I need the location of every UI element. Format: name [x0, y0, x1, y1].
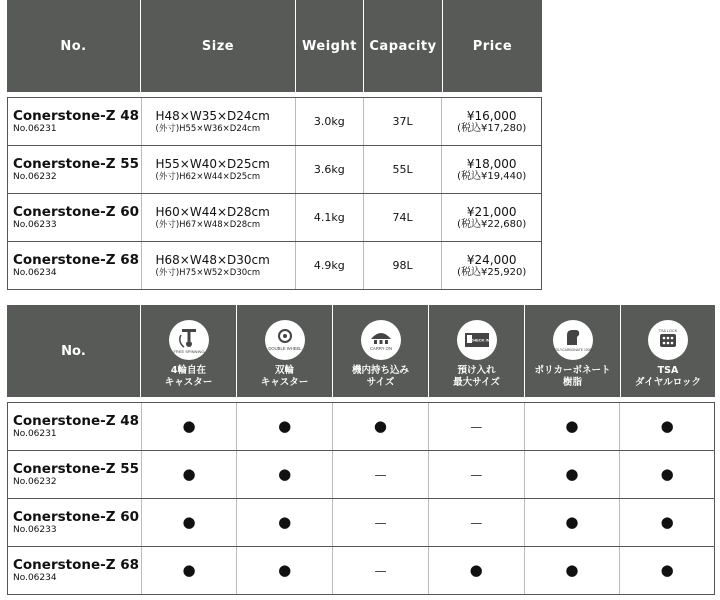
feature-mark: ●: [278, 465, 292, 483]
model-name: Conerstone-Z 55: [13, 156, 140, 172]
capacity-value: 74L: [392, 211, 413, 224]
model-number: No.06231: [13, 124, 57, 134]
header-no: No.: [7, 305, 141, 397]
feature-label-line1: 4輪自在: [170, 365, 207, 376]
check-in-icon: [457, 320, 497, 360]
capacity-value: 37L: [392, 115, 413, 128]
outer-size: (外寸)H55×W36×D24cm: [155, 123, 261, 134]
feature-label: [453, 365, 500, 389]
feature-mark: ●: [278, 561, 292, 579]
model-number: No.06231: [13, 429, 57, 439]
feature-label: [261, 365, 309, 389]
capacity-cell: [364, 194, 443, 241]
free-spinning-icon: [169, 320, 209, 360]
feature-mark: ●: [182, 465, 196, 483]
model-number: No.06233: [13, 220, 57, 230]
feature-mark-cell: [525, 403, 621, 450]
feature-mark: —: [374, 467, 387, 482]
table-row: [8, 499, 714, 547]
feature-mark: —: [470, 515, 483, 530]
capacity-value: 98L: [392, 259, 413, 272]
feature-mark-cell: [620, 547, 714, 594]
feature-mark-cell: [525, 451, 621, 498]
inner-size: H60×W44×D28cm: [155, 204, 270, 219]
model-cell: [8, 242, 142, 289]
feature-label: [635, 365, 701, 389]
feature-mark: —: [374, 563, 387, 578]
model-number: No.06234: [13, 573, 57, 583]
feature-mark-cell: [237, 547, 333, 594]
feature-header-carry-on: [333, 305, 429, 397]
feature-label-line2: キャスター: [260, 377, 309, 388]
free-spinning-icon-text: FREE SPINNING: [172, 349, 205, 354]
tsa-lock-icon: [648, 320, 688, 360]
feature-header-polycarbonate: [525, 305, 621, 397]
table-row: [8, 146, 541, 194]
feature-mark: ●: [182, 513, 196, 531]
feature-label-line2: ダイヤルロック: [634, 377, 702, 388]
feature-mark: ●: [469, 561, 483, 579]
size-cell: [142, 242, 296, 289]
spec-table: [7, 0, 542, 290]
feature-header-free-spinning: [141, 305, 237, 397]
model-number: No.06234: [13, 268, 57, 278]
feature-label-line2: 最大サイズ: [453, 377, 500, 388]
feature-mark-cell: [142, 547, 238, 594]
model-cell: [8, 403, 142, 450]
price-tax: (税込¥17,280): [457, 122, 527, 134]
feature-mark: ●: [660, 465, 674, 483]
table-row: [8, 242, 541, 290]
feature-label-line1: ポリカーボネート: [534, 365, 611, 376]
feature-mark-cell: [237, 499, 333, 546]
table-row: [8, 547, 714, 595]
feature-mark: —: [374, 515, 387, 530]
feature-header-tsa-lock: [621, 305, 715, 397]
price-value: ¥18,000: [466, 156, 517, 171]
feature-mark-cell: [333, 403, 429, 450]
weight-cell: [296, 146, 364, 193]
weight-value: 3.6kg: [313, 163, 345, 176]
capacity-cell: [364, 146, 443, 193]
feature-mark-cell: [620, 451, 714, 498]
feature-label-line1: 双輪: [274, 365, 294, 376]
feature-label: [535, 365, 611, 389]
header-no: No.: [7, 0, 141, 92]
model-cell: [8, 499, 142, 546]
price-cell: [442, 194, 541, 241]
tsa-lock-icon-text: TSA LOCK: [658, 329, 678, 333]
model-name: Conerstone-Z 68: [13, 557, 140, 573]
weight-value: 3.0kg: [313, 115, 345, 128]
inner-size: H48×W35×D24cm: [155, 108, 270, 123]
header-size: Size: [141, 0, 296, 92]
feature-mark: —: [470, 467, 483, 482]
feature-mark-cell: [429, 547, 525, 594]
weight-cell: [296, 194, 364, 241]
weight-value: 4.9kg: [313, 259, 345, 272]
feature-mark: ●: [373, 417, 387, 435]
model-name: Conerstone-Z 68: [13, 252, 140, 268]
spec-table-body: [7, 97, 542, 290]
feature-mark-cell: [142, 499, 238, 546]
weight-cell: [296, 242, 364, 289]
table-row: [8, 98, 541, 146]
check-in-icon-text: CHECK IN: [469, 337, 490, 343]
size-cell: [142, 194, 296, 241]
feature-header-check-in: [429, 305, 525, 397]
feature-mark: ●: [565, 417, 579, 435]
feature-mark: ●: [565, 561, 579, 579]
model-cell: [8, 98, 142, 145]
feature-mark-cell: [525, 547, 621, 594]
feature-mark-cell: [333, 451, 429, 498]
feature-mark-cell: [333, 499, 429, 546]
feature-mark: —: [470, 419, 483, 434]
price-tax: (税込¥19,440): [457, 170, 527, 182]
feature-mark-cell: [333, 547, 429, 594]
feature-table-header: [7, 305, 715, 397]
price-tax: (税込¥25,920): [457, 266, 527, 278]
header-weight: Weight: [296, 0, 364, 92]
price-cell: [442, 146, 541, 193]
table-row: [8, 194, 541, 242]
model-cell: [8, 451, 142, 498]
table-row: [8, 403, 714, 451]
price-cell: [442, 98, 541, 145]
feature-mark: ●: [278, 513, 292, 531]
model-cell: [8, 547, 142, 594]
model-name: Conerstone-Z 60: [13, 204, 140, 220]
capacity-value: 55L: [392, 163, 413, 176]
weight-cell: [296, 98, 364, 145]
feature-mark-cell: [429, 403, 525, 450]
polycarbonate-icon: [553, 320, 593, 360]
model-name: Conerstone-Z 60: [13, 509, 140, 525]
price-value: ¥24,000: [466, 252, 517, 267]
inner-size: H55×W40×D25cm: [155, 156, 270, 171]
feature-mark: ●: [182, 561, 196, 579]
size-cell: [142, 98, 296, 145]
double-wheel-icon: [265, 320, 305, 360]
feature-label-line2: キャスター: [164, 377, 213, 388]
feature-mark-cell: [620, 499, 714, 546]
table-row: [8, 451, 714, 499]
model-number: No.06232: [13, 477, 57, 487]
feature-mark-cell: [237, 403, 333, 450]
feature-mark: ●: [278, 417, 292, 435]
price-cell: [442, 242, 541, 289]
weight-value: 4.1kg: [313, 211, 345, 224]
double-wheel-icon-text: DOUBLE WHEEL: [267, 346, 302, 351]
spec-table-header: [7, 0, 542, 92]
feature-header-double-wheel: [237, 305, 333, 397]
feature-mark: ●: [565, 465, 579, 483]
feature-mark-cell: [142, 403, 238, 450]
feature-mark: ●: [660, 513, 674, 531]
feature-mark: ●: [660, 417, 674, 435]
header-capacity: Capacity: [364, 0, 443, 92]
feature-mark-cell: [142, 451, 238, 498]
carry-on-icon-text: CARRY ON: [369, 346, 392, 351]
model-cell: [8, 194, 142, 241]
model-number: No.06233: [13, 525, 57, 535]
model-name: Conerstone-Z 48: [13, 413, 140, 429]
price-value: ¥21,000: [466, 204, 517, 219]
price-value: ¥16,000: [466, 108, 517, 123]
feature-mark: ●: [660, 561, 674, 579]
feature-mark-cell: [237, 451, 333, 498]
feature-label-line1: 預け入れ: [457, 365, 496, 376]
outer-size: (外寸)H62×W44×D25cm: [155, 171, 261, 182]
header-price: Price: [472, 38, 513, 54]
carry-on-icon: [361, 320, 401, 360]
inner-size: H68×W48×D30cm: [155, 252, 270, 267]
capacity-cell: [364, 242, 443, 289]
feature-label-line1: TSA: [657, 365, 679, 376]
feature-label-line1: 機内持ち込み: [351, 365, 409, 376]
feature-mark: ●: [182, 417, 196, 435]
feature-mark: ●: [565, 513, 579, 531]
feature-mark-cell: [620, 403, 714, 450]
feature-label-line2: サイズ: [366, 377, 395, 388]
feature-mark-cell: [429, 451, 525, 498]
model-name: Conerstone-Z 48: [13, 108, 140, 124]
feature-table: [7, 305, 715, 595]
capacity-cell: [364, 98, 443, 145]
feature-label-line2: 樹脂: [562, 377, 582, 388]
model-number: No.06232: [13, 172, 57, 182]
feature-mark-cell: [525, 499, 621, 546]
feature-mark-cell: [429, 499, 525, 546]
feature-label: [165, 365, 213, 389]
size-cell: [142, 146, 296, 193]
price-tax: (税込¥22,680): [457, 218, 527, 230]
outer-size: (外寸)H67×W48×D28cm: [155, 219, 261, 230]
polycarbonate-icon-text: POLYCARBONATE 100%: [552, 348, 593, 352]
model-name: Conerstone-Z 55: [13, 461, 140, 477]
model-cell: [8, 146, 142, 193]
feature-label: [352, 365, 409, 389]
feature-table-body: [7, 402, 715, 595]
outer-size: (外寸)H75×W52×D30cm: [155, 267, 261, 278]
